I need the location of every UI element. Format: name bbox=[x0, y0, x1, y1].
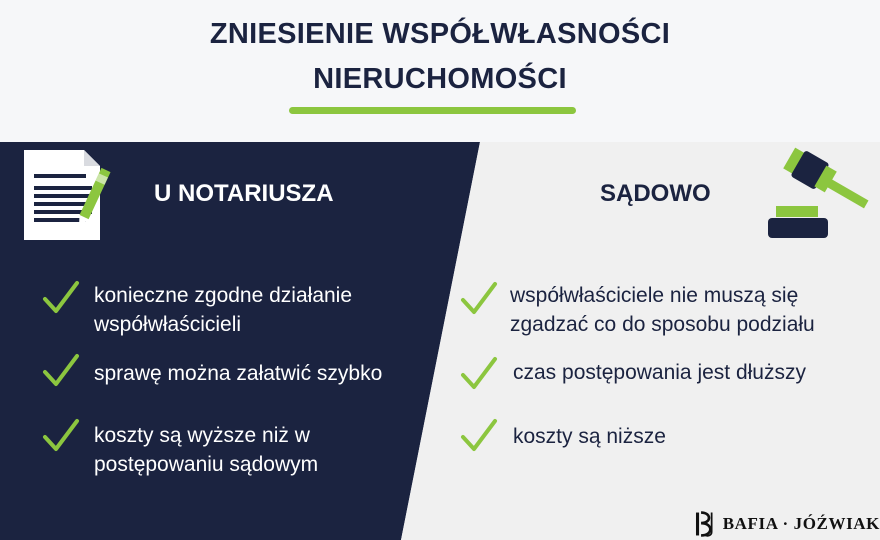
check-icon bbox=[42, 352, 80, 390]
page-title bbox=[0, 12, 880, 102]
comparison-panels bbox=[0, 142, 880, 540]
title-line-1: ZNIESIENIE WSPÓŁWŁASNOŚCI bbox=[209, 18, 671, 50]
check-icon bbox=[42, 417, 80, 455]
title-underline bbox=[289, 107, 576, 114]
left-item-1: konieczne zgodne działanie współwłaścicieli bbox=[94, 284, 353, 336]
left-heading: U NOTARIUSZA bbox=[154, 180, 334, 207]
check-icon bbox=[42, 279, 80, 317]
gavel-icon bbox=[762, 142, 880, 242]
document-icon bbox=[22, 148, 120, 244]
check-icon bbox=[460, 355, 498, 393]
check-icon bbox=[460, 280, 498, 318]
left-item-2: sprawę można załatwić szybko bbox=[94, 362, 383, 385]
right-item-2: czas postępowania jest dłuższy bbox=[513, 361, 806, 384]
title-line-2: NIERUCHOMOŚCI bbox=[313, 63, 567, 95]
header bbox=[0, 0, 880, 142]
check-icon bbox=[460, 417, 498, 455]
logo-text: BAFIA · JÓŹWIAK bbox=[722, 514, 880, 533]
right-heading: SĄDOWO bbox=[600, 180, 711, 207]
right-item-1: współwłaściciele nie muszą się zgadzać co do sposobu podziału bbox=[510, 284, 815, 336]
right-item-3: koszty są niższe bbox=[513, 425, 666, 448]
brand-logo bbox=[694, 508, 880, 540]
logo-mark-icon bbox=[694, 509, 719, 539]
left-item-3: koszty są wyższe niż w postępowaniu sądowym bbox=[94, 424, 319, 476]
